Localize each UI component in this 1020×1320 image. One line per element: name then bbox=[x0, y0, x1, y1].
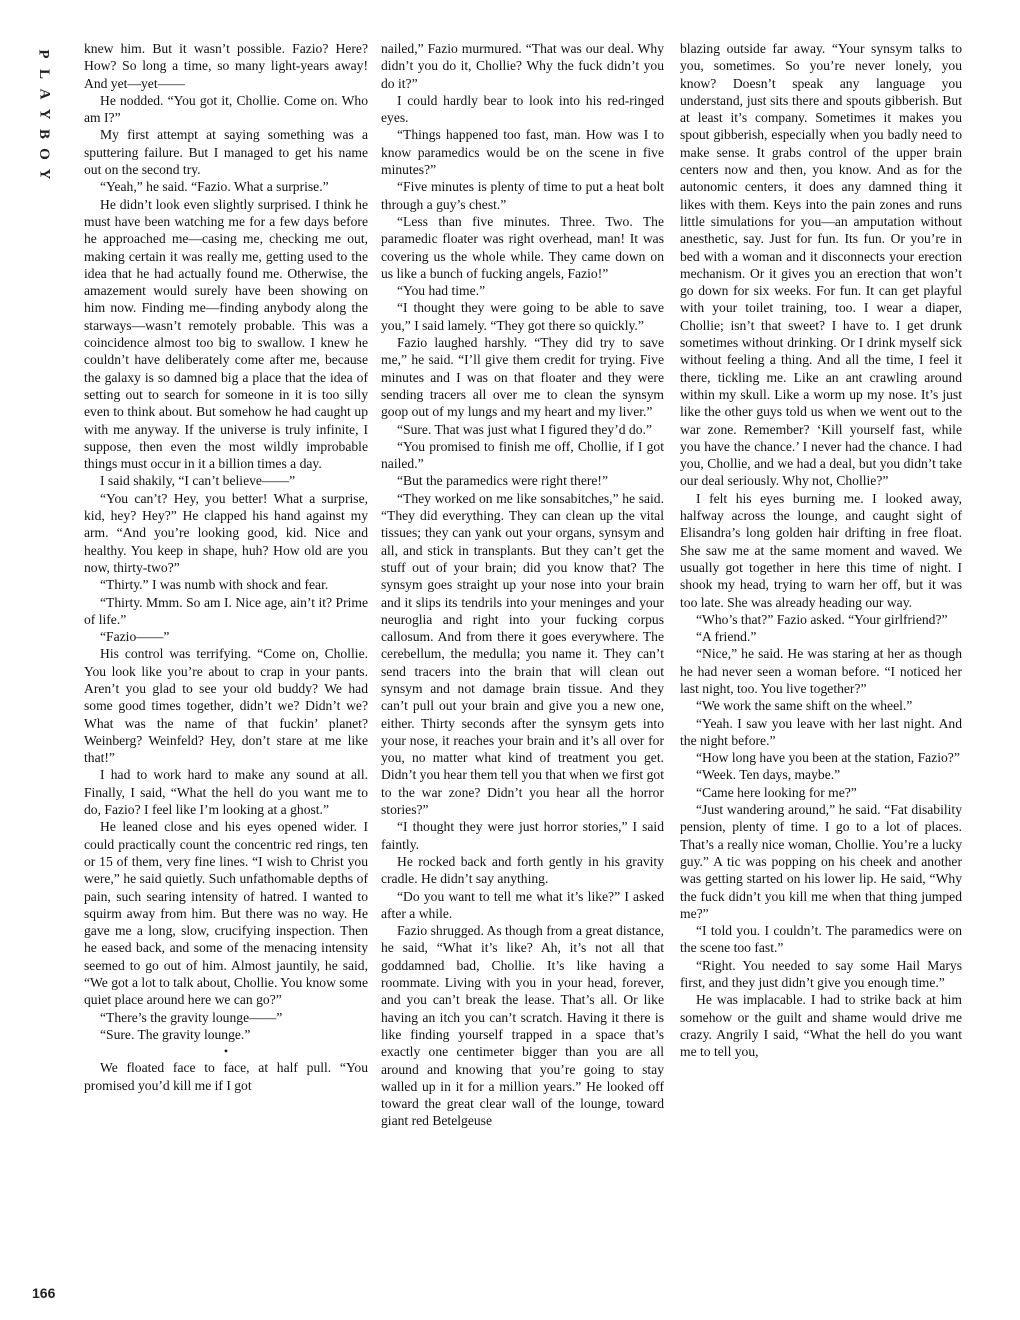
paragraph: I said shakily, “I can’t believe——” bbox=[100, 473, 296, 489]
paragraph: His control was terrifying. “Come on, Chollie. You look like you’re about to crap in your pants. Aren’t you glad to see your old buddy? We had some good times together, didn’t we? Didn’t we? What was the name of that fuckin’ planet? Weinberg? Weinfeld? Hey, don’t stare at me like that!” bbox=[84, 646, 368, 766]
paragraph: knew him. But it wasn’t possible. Fazio? Here? How? So long a time, so many light-years away! And yet—yet—— bbox=[84, 41, 368, 91]
masthead-letter: Y bbox=[36, 168, 52, 180]
paragraph: “They worked on me like sonsabitches,” he said. “They did everything. They can clean up the vital tissues; they can yank out your organs, synsym and all, and stick in transplants. But they can’t get the stuff out of your brain; did you know that? The synsym goes straight up your nose into your brain and it slips its tendrils into your meninges and your neuroglia and right into your fucking corpus callosum. And from there it goes everywhere. The cerebellum, the medulla; you name it. They can’t send tracers into the brain that will clean out synsym and not damage brain tissue. And they can’t pull out your brain and give you a new one, either. Thirty seconds after the synsym gets into your nose, it reaches your brain and it’s all over for you, no matter what kind of treatment you get. Didn’t you hear them tell you that when we first got to the war zone? Didn’t you hear all the horror stories?” bbox=[381, 490, 664, 818]
masthead-letter: O bbox=[35, 148, 52, 160]
paragraph: I could hardly bear to look into his red-ringed eyes. bbox=[381, 92, 664, 126]
paragraph: “How long have you been at the station, Fazio?” bbox=[696, 750, 960, 766]
paragraph: “I thought they were going to be able to save you,” I said lamely. “They got there so quickly.” bbox=[381, 300, 664, 333]
paragraph: Fazio shrugged. As though from a great distance, he said, “What it’s like? Ah, it’s not all that goddamned bad, Chollie. It’s like having a roommate. Living with you in your head, forever, and you can’t break the lease. That’s all. Or like having an itch you can’t scratch. Having it there is like finding yourself trapped in a space that’s exactly one centimeter bigger than you are all around and knowing that you’re going to stay walled up in it for a million years.” He looked off toward the great clear wall of the lounge, toward giant red Betelgeuse bbox=[381, 923, 664, 1129]
masthead-letter: P bbox=[35, 49, 52, 59]
paragraph: “A friend.” bbox=[696, 629, 757, 645]
paragraph: I felt his eyes burning me. I looked away, halfway across the lounge, and caught sight of Elisandra’s long golden hair drifting in free float. She saw me at the same moment and waved. We usually got together in here this time of night. I shook my head, trying to warn her off, but it was too late. She was already heading our way. bbox=[680, 490, 962, 610]
paragraph: “Who’s that?” Fazio asked. “Your girlfriend?” bbox=[696, 611, 948, 627]
paragraph: Fazio laughed harshly. “They did try to save me,” he said. “I’ll give them credit for trying. Five minutes and I was on that floater and they were sending tracers all over me to clean the synsym goop out of my lungs and my heart and my liver.” bbox=[381, 335, 664, 420]
paragraph: “Less than five minutes. Three. Two. The paramedic floater was right overhead, man! It was covering us the whole while. They came down on us like a bunch of fucking angels, Fazio!” bbox=[381, 213, 664, 281]
masthead-letter: A bbox=[36, 88, 52, 100]
text-column-3 bbox=[680, 40, 962, 1061]
masthead-letter: Y bbox=[36, 108, 52, 120]
paragraph: “I told you. I couldn’t. The paramedics were on the scene too fast.” bbox=[680, 923, 962, 956]
paragraph: “Came here looking for me?” bbox=[696, 784, 857, 800]
paragraph: “Nice,” he said. He was staring at her as though he had never seen a woman before. “I noticed her last night, too. You live together?” bbox=[680, 646, 962, 696]
paragraph: “Do you want to tell me what it’s like?” I asked after a while. bbox=[381, 888, 664, 921]
paragraph: We floated face to face, at half pull. “You promised you’d kill me if I got bbox=[84, 1060, 368, 1093]
section-separator: • bbox=[223, 1044, 229, 1059]
paragraph: He leaned close and his eyes opened wider. I could practically count the concentric red rings, ten or 15 of them, very fine lines. “I wish to Christ you were,” he said quietly. Such unfathomable depths of pain, such searing intensity of hatred. I wanted to squirm away from him. But there was no way. He gave me a long, slow, crucifying inspection. Then he eased back, and some of the menacing intensity seemed to go out of him. Almost jauntily, he said, “We got a lot to talk about, Chollie. You know some quiet place around here we can go?” bbox=[84, 819, 368, 1008]
paragraph: “Right. You needed to say some Hail Marys first, and they just didn’t give you enough time.” bbox=[680, 957, 962, 991]
paragraph: He was implacable. I had to strike back at him somehow or the guilt and shame would drive me crazy. Angrily I said, “What the hell do you want me to tell you, bbox=[680, 992, 962, 1060]
paragraph: “You can’t? Hey, you better! What a surprise, kid, hey? Hey?” He clapped his hand against my arm. “And you’re looking good, kid. Nice and healthy. You keep in shape, huh? How old are you now, thirty-two?” bbox=[84, 490, 368, 575]
paragraph: “Week. Ten days, maybe.” bbox=[696, 767, 841, 783]
paragraph: blazing outside far away. “Your synsym talks to you, sometimes. So you’re never lonely, you know? Doesn’t speak any language you understand, just sits there and spouts gibberish. But at least it’s company. Sometimes it makes you spout gibberish, especially when you badly need to make sense. It grabs control of the upper brain centers now and then, you know. And as for the autonomic centers, it does any damned thing it likes with them. Keys into the pain zones and runs little simulations for you—an amputation without anesthetic, say. Just for fun. Its fun. Or you’re in bed with a woman and it disconnects your erection mechanism. Or it gives you an erection that won’t go down for six weeks. For fun. It can get playful with your toilet training, too. I wear a diaper, Chollie; isn’t that sweet? I have to. I get drunk sometimes without drinking. Or I drink myself sick without feeling a thing. And all the time, I feel it there, tickling me. Like an ant crawling around within my skull. Like a worm up my nose. It’s just like the other guys told us when we went out to the war zone. Remember? ‘Kill yourself fast, while you have the chance.’ I never had the chance. I had you, Chollie, and we had a deal, but you didn’t take our deal seriously. Why not, Chollie?” bbox=[680, 41, 962, 489]
paragraph: “Thirty.” I was numb with shock and fear. bbox=[100, 577, 329, 593]
paragraph: “Sure. The gravity lounge.” bbox=[100, 1026, 251, 1042]
paragraph: I had to work hard to make any sound at all. Finally, I said, “What the hell do you want me to do, Fazio? I feel like I’m looking at a ghost.” bbox=[84, 767, 368, 818]
paragraph: “You had time.” bbox=[397, 283, 486, 299]
paragraph: “Fazio——” bbox=[100, 629, 170, 645]
paragraph: “Yeah,” he said. “Fazio. What a surprise.” bbox=[100, 179, 329, 195]
paragraph: “Five minutes is plenty of time to put a heat bolt through a guy’s chest.” bbox=[381, 179, 664, 212]
paragraph: “We work the same shift on the wheel.” bbox=[696, 698, 913, 714]
paragraph: “Sure. That was just what I figured they’d do.” bbox=[397, 421, 652, 437]
paragraph: “Things happened too fast, man. How was I to know paramedics would be on the scene in five minutes?” bbox=[381, 127, 664, 178]
paragraph: He nodded. “You got it, Chollie. Come on. Who am I?” bbox=[84, 92, 368, 126]
paragraph: “Thirty. Mmm. So am I. Nice age, ain’t it? Prime of life.” bbox=[84, 594, 368, 627]
paragraph: nailed,” Fazio murmured. “That was our deal. Why didn’t you do it, Chollie? Why the fuck didn’t you do it?” bbox=[381, 41, 664, 91]
playboy-masthead bbox=[34, 44, 54, 184]
paragraph: He rocked back and forth gently in his gravity cradle. He didn’t say anything. bbox=[381, 853, 664, 887]
masthead-letter: B bbox=[35, 128, 52, 140]
text-column-2 bbox=[381, 40, 664, 1130]
paragraph: “I thought they were just horror stories,” I said faintly. bbox=[381, 819, 664, 852]
paragraph: “You promised to finish me off, Chollie, if I got nailed.” bbox=[381, 438, 664, 472]
paragraph: My first attempt at saying something was a sputtering failure. But I managed to get his name out on the second try. bbox=[84, 127, 368, 178]
paragraph: “But the paramedics were right there!” bbox=[397, 473, 608, 489]
masthead-letter: L bbox=[35, 68, 52, 80]
paragraph: He didn’t look even slightly surprised. I think he must have been watching me for a few days before he approached me—casing me, checking me out, making certain it was really me, getting used to the idea that he had actually found me. Otherwise, the amazement would surely have been showing on him now. Finding me—finding anybody along the starways—wasn’t remotely probable. This was a coincidence almost too big to swallow. I knew he couldn’t have deliberately come after me, because the galaxy is so damned big a place that the idea of setting out to search for someone in it is too silly even to think about. But somehow he had caught up with me anyway. If the universe is truly infinite, I suppose, then even the most wildly improbable things must occur in it a billion times a day. bbox=[84, 196, 368, 472]
paragraph: “There’s the gravity lounge——” bbox=[100, 1009, 283, 1025]
paragraph: “Yeah. I saw you leave with her last night. And the night before.” bbox=[680, 715, 962, 748]
paragraph: “Just wandering around,” he said. “Fat disability pension, plenty of time. I go to a lot of places. That’s a really nice woman, Chollie. You’re a lucky guy.” A tic was popping on his cheek and another was getting started on his lower lip. He said, “Why the fuck didn’t you kill me when that thing jumped me?” bbox=[680, 802, 962, 921]
page-number: 166 bbox=[32, 1285, 56, 1301]
text-column-1 bbox=[84, 40, 368, 1094]
